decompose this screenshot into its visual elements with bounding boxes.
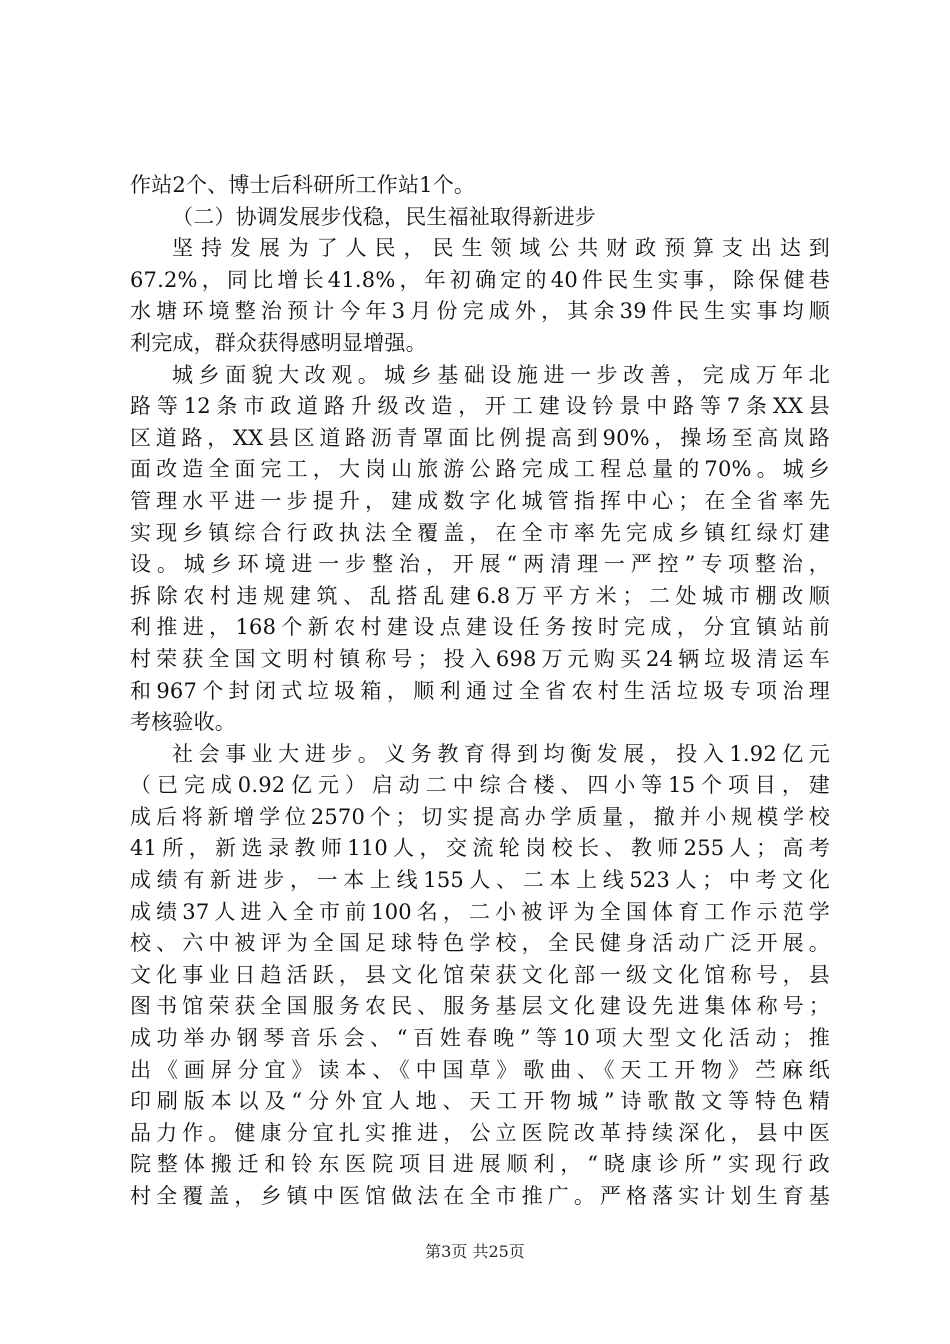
- text-line: 成功举办钢琴音乐会、“百姓春晚”等10项大型文化活动；推: [130, 1026, 830, 1051]
- text-line: 村全覆盖，乡镇中医馆做法在全市推广。严格落实计划生育基: [130, 1184, 830, 1208]
- text-line: 和967个封闭式垃圾箱，顺利通过全省农村生活垃圾专项治理: [130, 678, 830, 703]
- text-line: 设。城乡环境进一步整治，开展“两清理一严控”专项整治，: [130, 552, 830, 577]
- text-line: 考核验收。: [130, 710, 236, 735]
- text-line: 面改造全面完工，大岗山旅游公路完成工程总量的70%。城乡: [130, 457, 830, 482]
- text-line: 坚持发展为了人民，民生领域公共财政预算支出达到: [172, 236, 830, 261]
- text-line: 校、六中被评为全国足球特色学校，全民健身活动广泛开展。: [130, 931, 830, 956]
- text-line: 成绩有新进步，一本上线155人、二本上线523人；中考文化: [130, 868, 830, 893]
- text-line: 成绩37人进入全市前100名，二小被评为全国体育工作示范学: [130, 899, 830, 924]
- text-line: 院整体搬迁和铃东医院项目进展顺利，“晓康诊所”实现行政: [130, 1152, 830, 1177]
- text-line: 管理水平进一步提升，建成数字化城管指挥中心；在全省率先: [130, 488, 830, 513]
- text-line: 作站2个、博士后科研所工作站1个。: [130, 173, 476, 197]
- text-line: 印刷版本以及“分外宜人地、天工开物城”诗歌散文等特色精: [130, 1089, 830, 1114]
- text-line: 村荣获全国文明村镇称号；投入698万元购买24辆垃圾清运车: [130, 646, 830, 671]
- text-line: 拆除农村违规建筑、乱搭乱建6.8万平方米；二处城市棚改顺: [130, 583, 830, 608]
- text-line: 城乡面貌大改观。城乡基础设施进一步改善，完成万年北: [172, 362, 830, 387]
- text-line: 出《画屏分宜》读本、《中国草》歌曲、《天工开物》苎麻纸: [130, 1057, 830, 1082]
- text-line: 67.2%，同比增长41.8%，年初确定的40件民生实事，除保健巷: [130, 267, 830, 292]
- document-body: [130, 170, 830, 1213]
- text-line: 区道路，XX县区道路沥青罩面比例提高到90%，操场至高岚路: [130, 425, 830, 450]
- text-line: 成后将新增学位2570个；切实提高办学质量，撤并小规模学校: [130, 804, 830, 829]
- text-line: 图书馆荣获全国服务农民、服务基层文化建设先进集体称号；: [130, 994, 830, 1019]
- page-footer: 第3页 共25页: [425, 1242, 525, 1261]
- text-line: 利推进，168个新农村建设点建设任务按时完成，分宜镇站前: [130, 615, 830, 640]
- text-line: （二）协调发展步伐稳，民生福祉取得新进步: [172, 204, 596, 229]
- text-line: 品力作。健康分宜扎实推进，公立医院改革持续深化，县中医: [130, 1120, 830, 1145]
- text-line: 实现乡镇综合行政执法全覆盖，在全市率先完成乡镇红绿灯建: [130, 520, 830, 545]
- text-line: 文化事业日趋活跃，县文化馆荣获文化部一级文化馆称号，县: [130, 962, 830, 987]
- text-line: （已完成0.92亿元）启动二中综合楼、四小等15个项目，建: [130, 773, 830, 798]
- text-line: 41所，新选录教师110人，交流轮岗校长、教师255人；高考: [130, 836, 830, 861]
- text-line: 社会事业大进步。义务教育得到均衡发展，投入1.92亿元: [172, 741, 830, 766]
- text-line: 水塘环境整治预计今年3月份完成外，其余39件民生实事均顺: [130, 299, 830, 324]
- text-line: 利完成，群众获得感明显增强。: [130, 330, 427, 355]
- text-line: 路等12条市政道路升级改造，开工建设钤景中路等7条XX县: [130, 394, 830, 419]
